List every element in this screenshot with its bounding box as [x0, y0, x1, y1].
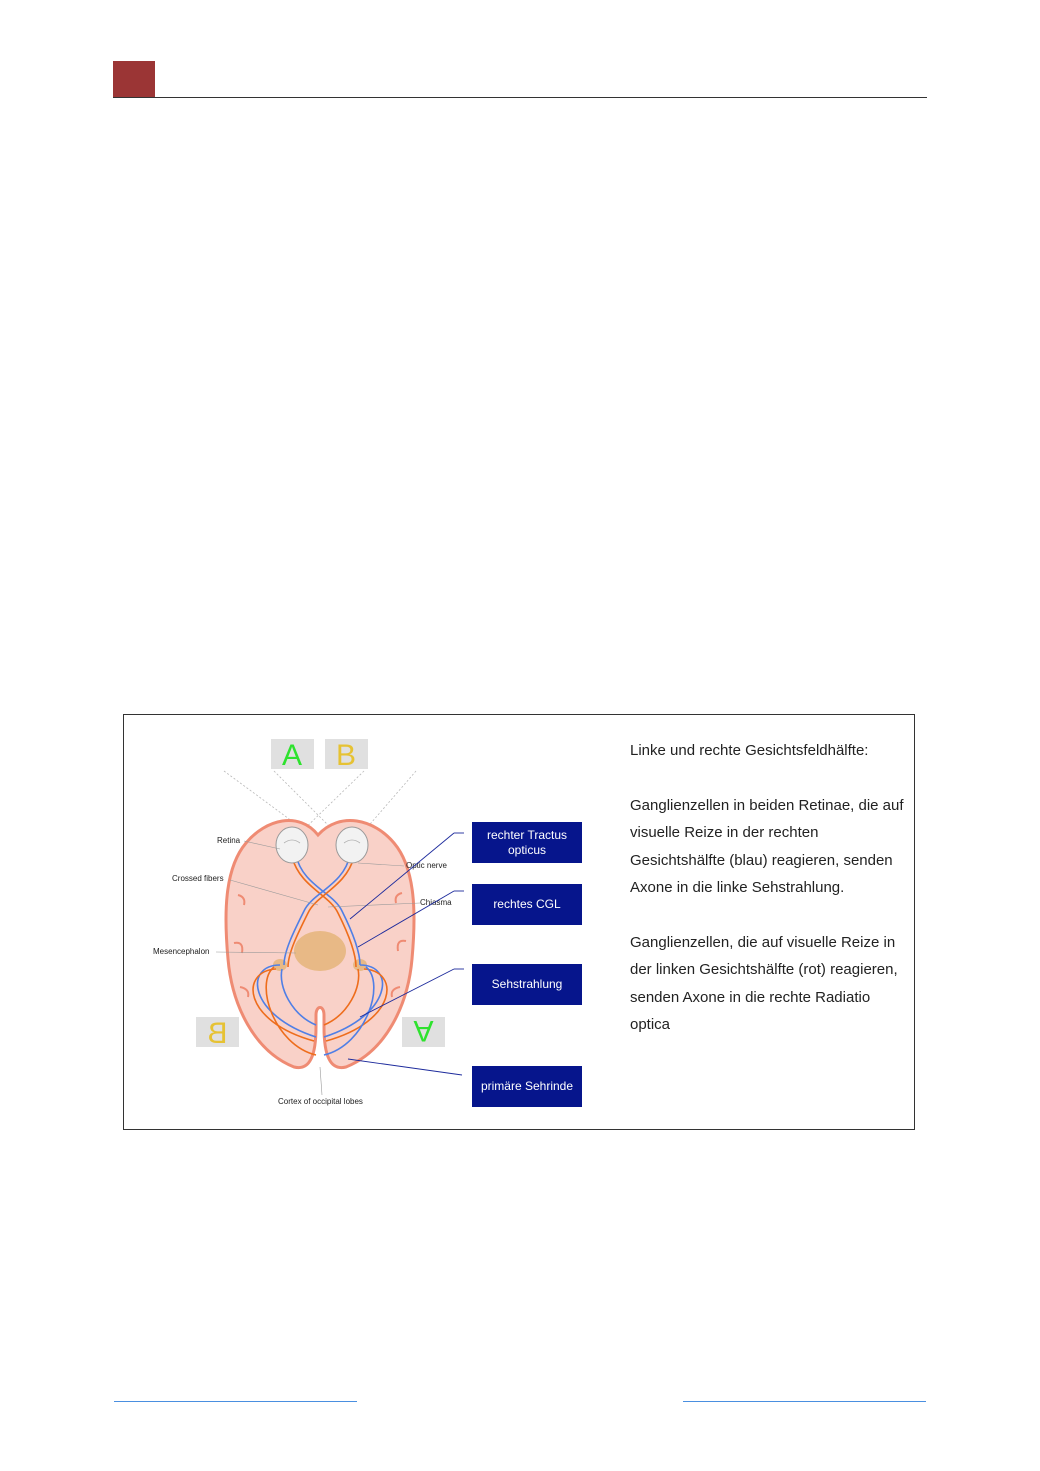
- mesencephalon-body: [294, 931, 346, 971]
- caption-paragraph-right-field: Ganglienzellen in beiden Retinae, die auf visuelle Reize in der rechten Gesichtshälfte (blau) reagieren, senden Axone in die linke Sehstrahlung.: [630, 796, 904, 896]
- field-letter-b-top: B: [335, 739, 357, 772]
- callout-primaere-sehrinde: [472, 1066, 582, 1107]
- field-letter-a-bottom: A: [413, 1014, 434, 1047]
- callout-sehstrahlung: [472, 964, 582, 1005]
- footer-rule-right: [683, 1401, 926, 1402]
- callout-sehrinde-text: primäre Sehrinde: [480, 1079, 574, 1093]
- callout-rechtes-cgl: [472, 884, 582, 925]
- callout-sehstrahlung-text: Sehstrahlung: [491, 977, 563, 991]
- footer-rule-left: [114, 1401, 357, 1402]
- figure-caption: [630, 737, 905, 1039]
- label-retina: Retina: [217, 836, 241, 845]
- header-rule: [113, 97, 927, 98]
- caption-paragraph-left-field: Ganglienzellen, die auf visuelle Reize in der linken Gesichtshälfte (rot) reagieren, senden Axone in die rechte Radiatio optica: [630, 933, 898, 1033]
- label-crossed-fibers: Crossed fibers: [172, 874, 224, 883]
- callout-cgl-text: rechtes CGL: [493, 897, 561, 911]
- eye-left: [276, 827, 308, 863]
- field-letter-a-top: A: [281, 739, 303, 772]
- callout-tractus-line1: rechter Tractus: [486, 827, 568, 842]
- header-accent-block: [113, 61, 155, 98]
- label-optic-nerve: Optic nerve: [406, 861, 447, 870]
- label-mesencephalon: Mesencephalon: [153, 947, 210, 956]
- caption-heading: Linke und rechte Gesichtsfeldhälfte:: [630, 742, 869, 759]
- eye-right: [336, 827, 368, 863]
- callout-rechter-tractus-opticus: [472, 822, 582, 863]
- label-cortex: Cortex of occipital lobes: [278, 1097, 363, 1106]
- figure-frame: [123, 714, 915, 1130]
- label-chiasma: Chiasma: [420, 898, 452, 907]
- field-letter-b-bottom: B: [207, 1017, 228, 1050]
- callout-tractus-line2: opticus: [507, 842, 547, 857]
